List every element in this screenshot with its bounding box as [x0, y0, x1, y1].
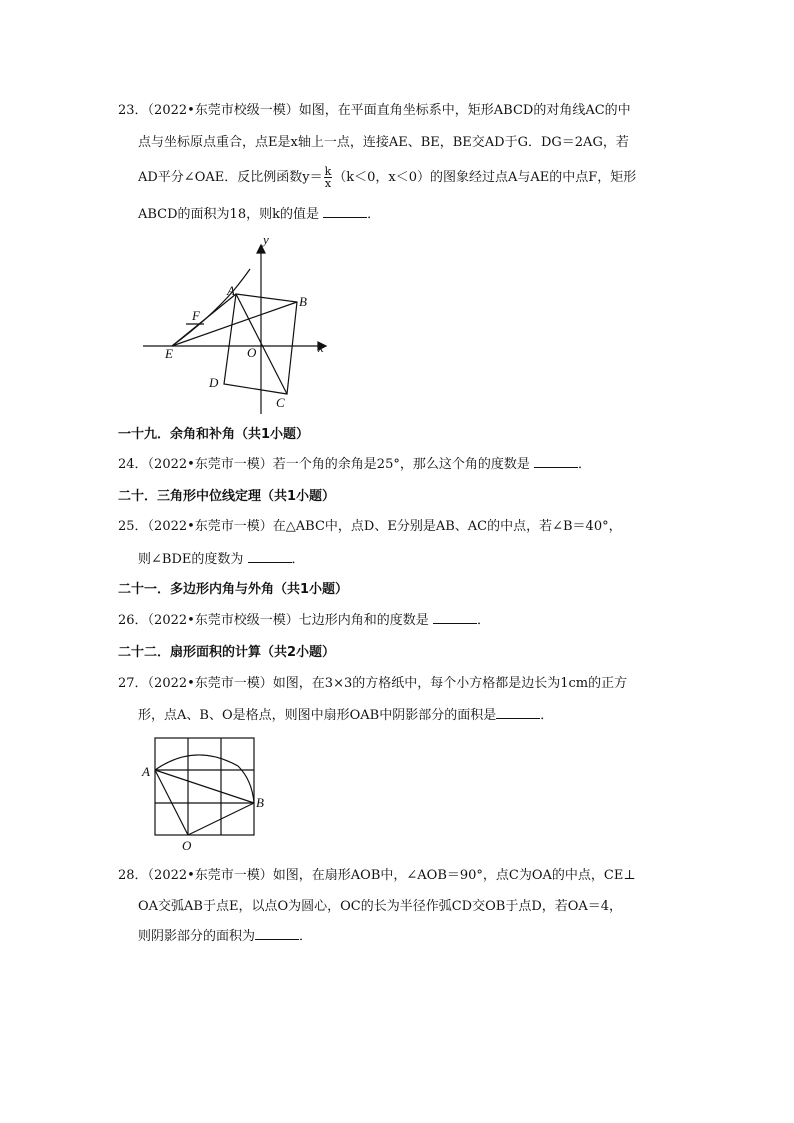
fraction-k-over-x: $\frac{k}{x}$: [324, 165, 332, 190]
label-o: O: [247, 345, 257, 360]
label-o: O: [182, 838, 192, 853]
section-21-heading: 二十一．多边形内角与外角（共1小题）: [118, 582, 349, 597]
label-a: A: [227, 283, 235, 298]
q23-line-2: 点与坐标原点重合，点E是x轴上一点，连接AE、BE，BE交AD于G．DG＝2AG，若: [138, 135, 629, 150]
label-f: F: [192, 308, 200, 323]
q28-line-2: OA交弧AB于点E，以点O为圆心，OC的长为半径作弧CD交OB于点D，若OA＝4，: [138, 899, 623, 914]
section-19-heading: 一十九．余角和补角（共1小题）: [118, 427, 310, 442]
q25-line-2: 则∠BDE的度数为 ．: [138, 552, 305, 567]
q23-line-1: 23．（2022•东莞市校级一模）如图，在平面直角坐标系中，矩形ABCD的对角线AC的中: [118, 103, 631, 118]
label-b: B: [299, 294, 307, 309]
q28-line-1: 28．（2022•东莞市一模）如图，在扇形AOB中，∠AOB＝90°，点C为OA的中点，CE⊥: [118, 868, 636, 883]
arc-ab: [155, 755, 254, 803]
section-20-heading: 二十．三角形中位线定理（共1小题）: [118, 489, 336, 504]
q23-line-3: AD平分∠OAE．反比例函数y＝ $\frac{k}{x}$ （k＜0，x＜0）的图象经过点A与AE的中点F，矩形: [138, 165, 637, 190]
q23-line-4: ABCD的面积为18，则k的值是 ．: [138, 207, 381, 222]
answer-blank: [255, 927, 299, 940]
label-c: C: [276, 395, 285, 410]
q25-line-1: 25．（2022•东莞市一模）在△ABC中，点D、E分别是AB、AC的中点，若∠B＝40°，: [118, 519, 622, 534]
label-d: D: [209, 375, 219, 390]
q24-line: 24．（2022•东莞市一模）若一个角的余角是25°，那么这个角的度数是 ．: [118, 457, 591, 472]
q26-line: 26．（2022•东莞市校级一模）七边形内角和的度数是 ．: [118, 613, 490, 628]
section-22-heading: 二十二．扇形面积的计算（共2小题）: [118, 645, 336, 660]
q27-line-2: 形，点A、B、O是格点，则图中扇形OAB中阴影部分的面积是 ．: [138, 708, 554, 723]
label-y: y: [263, 232, 269, 247]
label-e: E: [165, 346, 173, 361]
q28-line-3: 则阴影部分的面积为 ．: [138, 929, 313, 944]
label-x: x: [318, 340, 324, 355]
label-a: A: [142, 764, 150, 779]
label-b: B: [256, 795, 264, 810]
q27-line-1: 27．（2022•东莞市一模）如图，在3×3的方格纸中，每个小方格都是边长为1cm的正方: [118, 676, 628, 691]
